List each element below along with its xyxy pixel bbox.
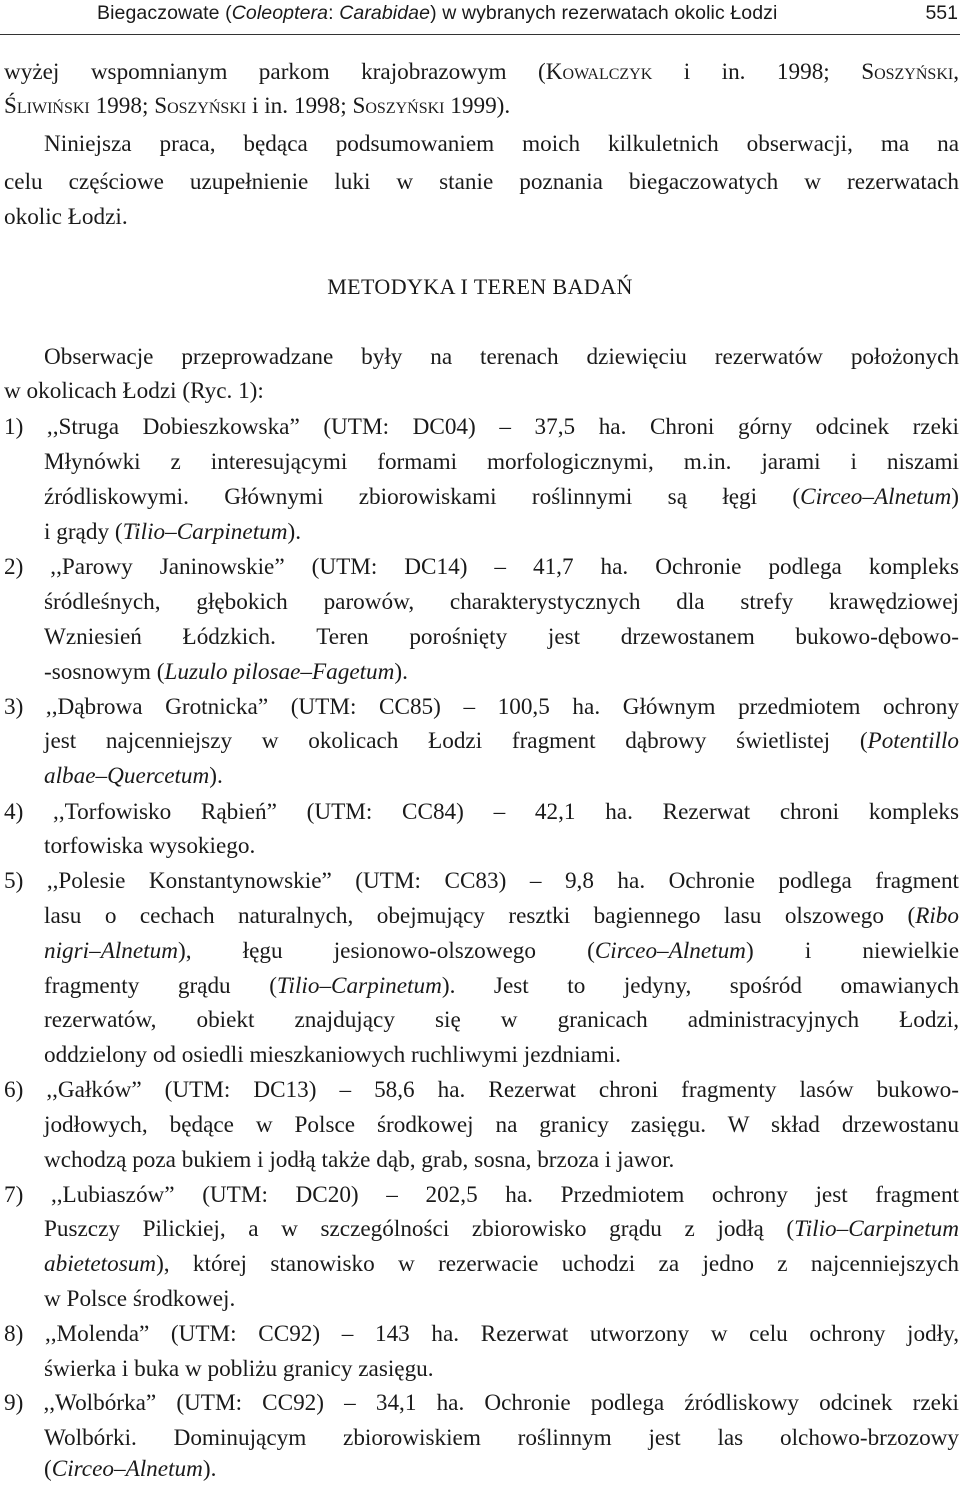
taxon-name: abietetosum	[44, 1251, 157, 1277]
list-item: 8) ,,Molenda” (UTM: CC92) – 143 ha. Rezerwat utworzony w celu ochrony jodły,	[4, 1321, 959, 1347]
intro-line: Śliwiński 1998; Soszyński i in. 1998; Soszyński 1999).	[4, 93, 511, 119]
list-item-line: Młynówki z interesującymi formami morfologicznymi, m.in. jarami i niszami	[44, 449, 959, 475]
list-item-line: Puszczy Pilickiej, a w szczególności zbiorowisko grądu z jodłą (Tilio–Carpinetum	[44, 1216, 959, 1242]
author-name: Soszyński	[352, 93, 445, 119]
list-item-line: jodłowych, będące w Polsce środkowej na granicy zasięgu. W skład drzewostanu	[44, 1112, 959, 1138]
title-taxon-family: Carabidae	[339, 2, 431, 24]
list-item-line: torfowiska wysokiego.	[44, 833, 256, 859]
list-item: 4) ,,Torfowisko Rąbień” (UTM: CC84) – 42,1 ha. Rezerwat chroni kompleks	[4, 799, 959, 825]
taxon-name: Tilio–Carpinetum	[122, 519, 288, 545]
list-item: 1) ,,Struga Dobieszkowska” (UTM: DC04) – 37,5 ha. Chroni górny odcinek rzeki	[4, 414, 959, 440]
taxon-name: Circeo–Alnetum	[594, 938, 746, 964]
list-item: 2) ,,Parowy Janinowskie” (UTM: DC14) – 41,7 ha. Ochronie podlega kompleks	[4, 554, 959, 580]
intro-line: Niniejsza praca, będąca podsumowaniem moich kilkuletnich obserwacji, ma na	[44, 131, 959, 157]
list-item-line: jest najcenniejszy w okolicach Łodzi fragment dąbrowy świetlistej (Potentillo	[44, 728, 959, 754]
list-item-line: źródliskowymi. Głównymi zbiorowiskami roślinnymi są łęgi (Circeo–Alnetum)	[44, 484, 959, 510]
list-item: 9) ,,Wolbórka” (UTM: CC92) – 34,1 ha. Ochronie podlega źródliskowy odcinek rzeki	[4, 1390, 959, 1416]
taxon-name: Circeo–Alnetum	[51, 1456, 203, 1482]
intro-line: celu częściowe uzupełnienie luki w stanie poznania biegaczowatych w rezerwatach	[4, 169, 959, 195]
title-text: :	[328, 2, 340, 24]
methods-line: w okolicach Łodzi (Ryc. 1):	[4, 378, 264, 404]
methods-line: Obserwacje przeprowadzane były na terenach dziewięciu rezerwatów położonych	[44, 344, 959, 370]
intro-line: wyżej wspomnianym parkom krajobrazowym (Kowalczyk i in. 1998; Soszyński,	[4, 59, 959, 85]
list-item-line: -sosnowym (Luzulo pilosae–Fagetum).	[44, 659, 408, 685]
list-item-line: i grądy (Tilio–Carpinetum).	[44, 519, 302, 545]
list-item-line: nigri–Alnetum), łęgu jesionowo-olszowego (Circeo–Alnetum) i niewielkie	[44, 938, 959, 964]
author-name: Soszyński	[154, 93, 247, 119]
taxon-name: Luzulo pilosae–Fagetum	[164, 659, 395, 685]
list-item-line: w Polsce środkowej.	[44, 1286, 236, 1312]
taxon-name: nigri–Alnetum	[44, 938, 178, 964]
taxon-name: Ribo	[915, 903, 959, 929]
list-item-line: rezerwatów, obiekt znajdujący się w granicach administracyjnych Łodzi,	[44, 1007, 959, 1033]
list-item-line: lasu o cechach naturalnych, obejmujący resztki bagiennego lasu olszowego (Ribo	[44, 903, 959, 929]
taxon-name: albae–Quercetum	[44, 763, 210, 789]
taxon-name: Circeo–Alnetum	[800, 484, 952, 510]
list-item: 5) ,,Polesie Konstantynowskie” (UTM: CC83) – 9,8 ha. Ochronie podlega fragment	[4, 868, 959, 894]
list-item-line: śródleśnych, głębokich parowów, charakterystycznych dla strefy krawędziowej	[44, 589, 959, 615]
list-item-line: wchodzą poza bukiem i jodłą także dąb, grab, sosna, brzoza i jawor.	[44, 1147, 675, 1173]
list-item: 6) ,,Gałków” (UTM: DC13) – 58,6 ha. Rezerwat chroni fragmenty lasów bukowo-	[4, 1077, 959, 1103]
list-item-line: abietetosum), której stanowisko w rezerwacie uchodzi za jedno z najcenniejszych	[44, 1251, 959, 1277]
list-item-line: Wzniesień Łódzkich. Teren porośnięty jest drzewostanem bukowo-dębowo-	[44, 624, 959, 650]
list-item-line: oddzielony od osiedli mieszkaniowych ruchliwymi jezdniami.	[44, 1042, 621, 1068]
title-text: ) w wybranych rezerwatach okolic Łodzi	[430, 2, 778, 24]
list-item: 7) ,,Lubiaszów” (UTM: DC20) – 202,5 ha. Przedmiotem ochrony jest fragment	[4, 1182, 959, 1208]
running-header	[0, 0, 960, 35]
section-heading: METODYKA I TEREN BADAŃ	[327, 274, 633, 299]
author-name: Śliwiński	[4, 93, 90, 119]
title-text: Biegaczowate (	[97, 2, 232, 24]
taxon-name: Tilio–Carpinetum	[794, 1216, 959, 1242]
list-item-line: Wolbórki. Dominującym zbiorowiskiem roślinnym jest las olchowo-brzozowy	[44, 1425, 959, 1451]
list-item-line: albae–Quercetum).	[44, 763, 223, 789]
list-item: 3) ,,Dąbrowa Grotnicka” (UTM: CC85) – 100,5 ha. Głównym przedmiotem ochrony	[4, 694, 959, 720]
list-item-line: świerka i buka w pobliżu granicy zasięgu.	[44, 1356, 434, 1382]
list-item-line: fragmenty grądu (Tilio–Carpinetum). Jest to jedyny, spośród omawianych	[44, 973, 959, 999]
taxon-name: Tilio–Carpinetum	[276, 973, 442, 999]
running-title	[97, 2, 777, 25]
title-taxon-order: Coleoptera	[231, 2, 329, 24]
intro-line: okolic Łodzi.	[4, 204, 128, 230]
list-item-line: (Circeo–Alnetum).	[44, 1456, 217, 1482]
author-name: Soszyński,	[861, 59, 959, 85]
author-name: Kowalczyk	[545, 59, 653, 85]
taxon-name: Potentillo	[867, 728, 959, 754]
page-number: 551	[925, 2, 958, 24]
